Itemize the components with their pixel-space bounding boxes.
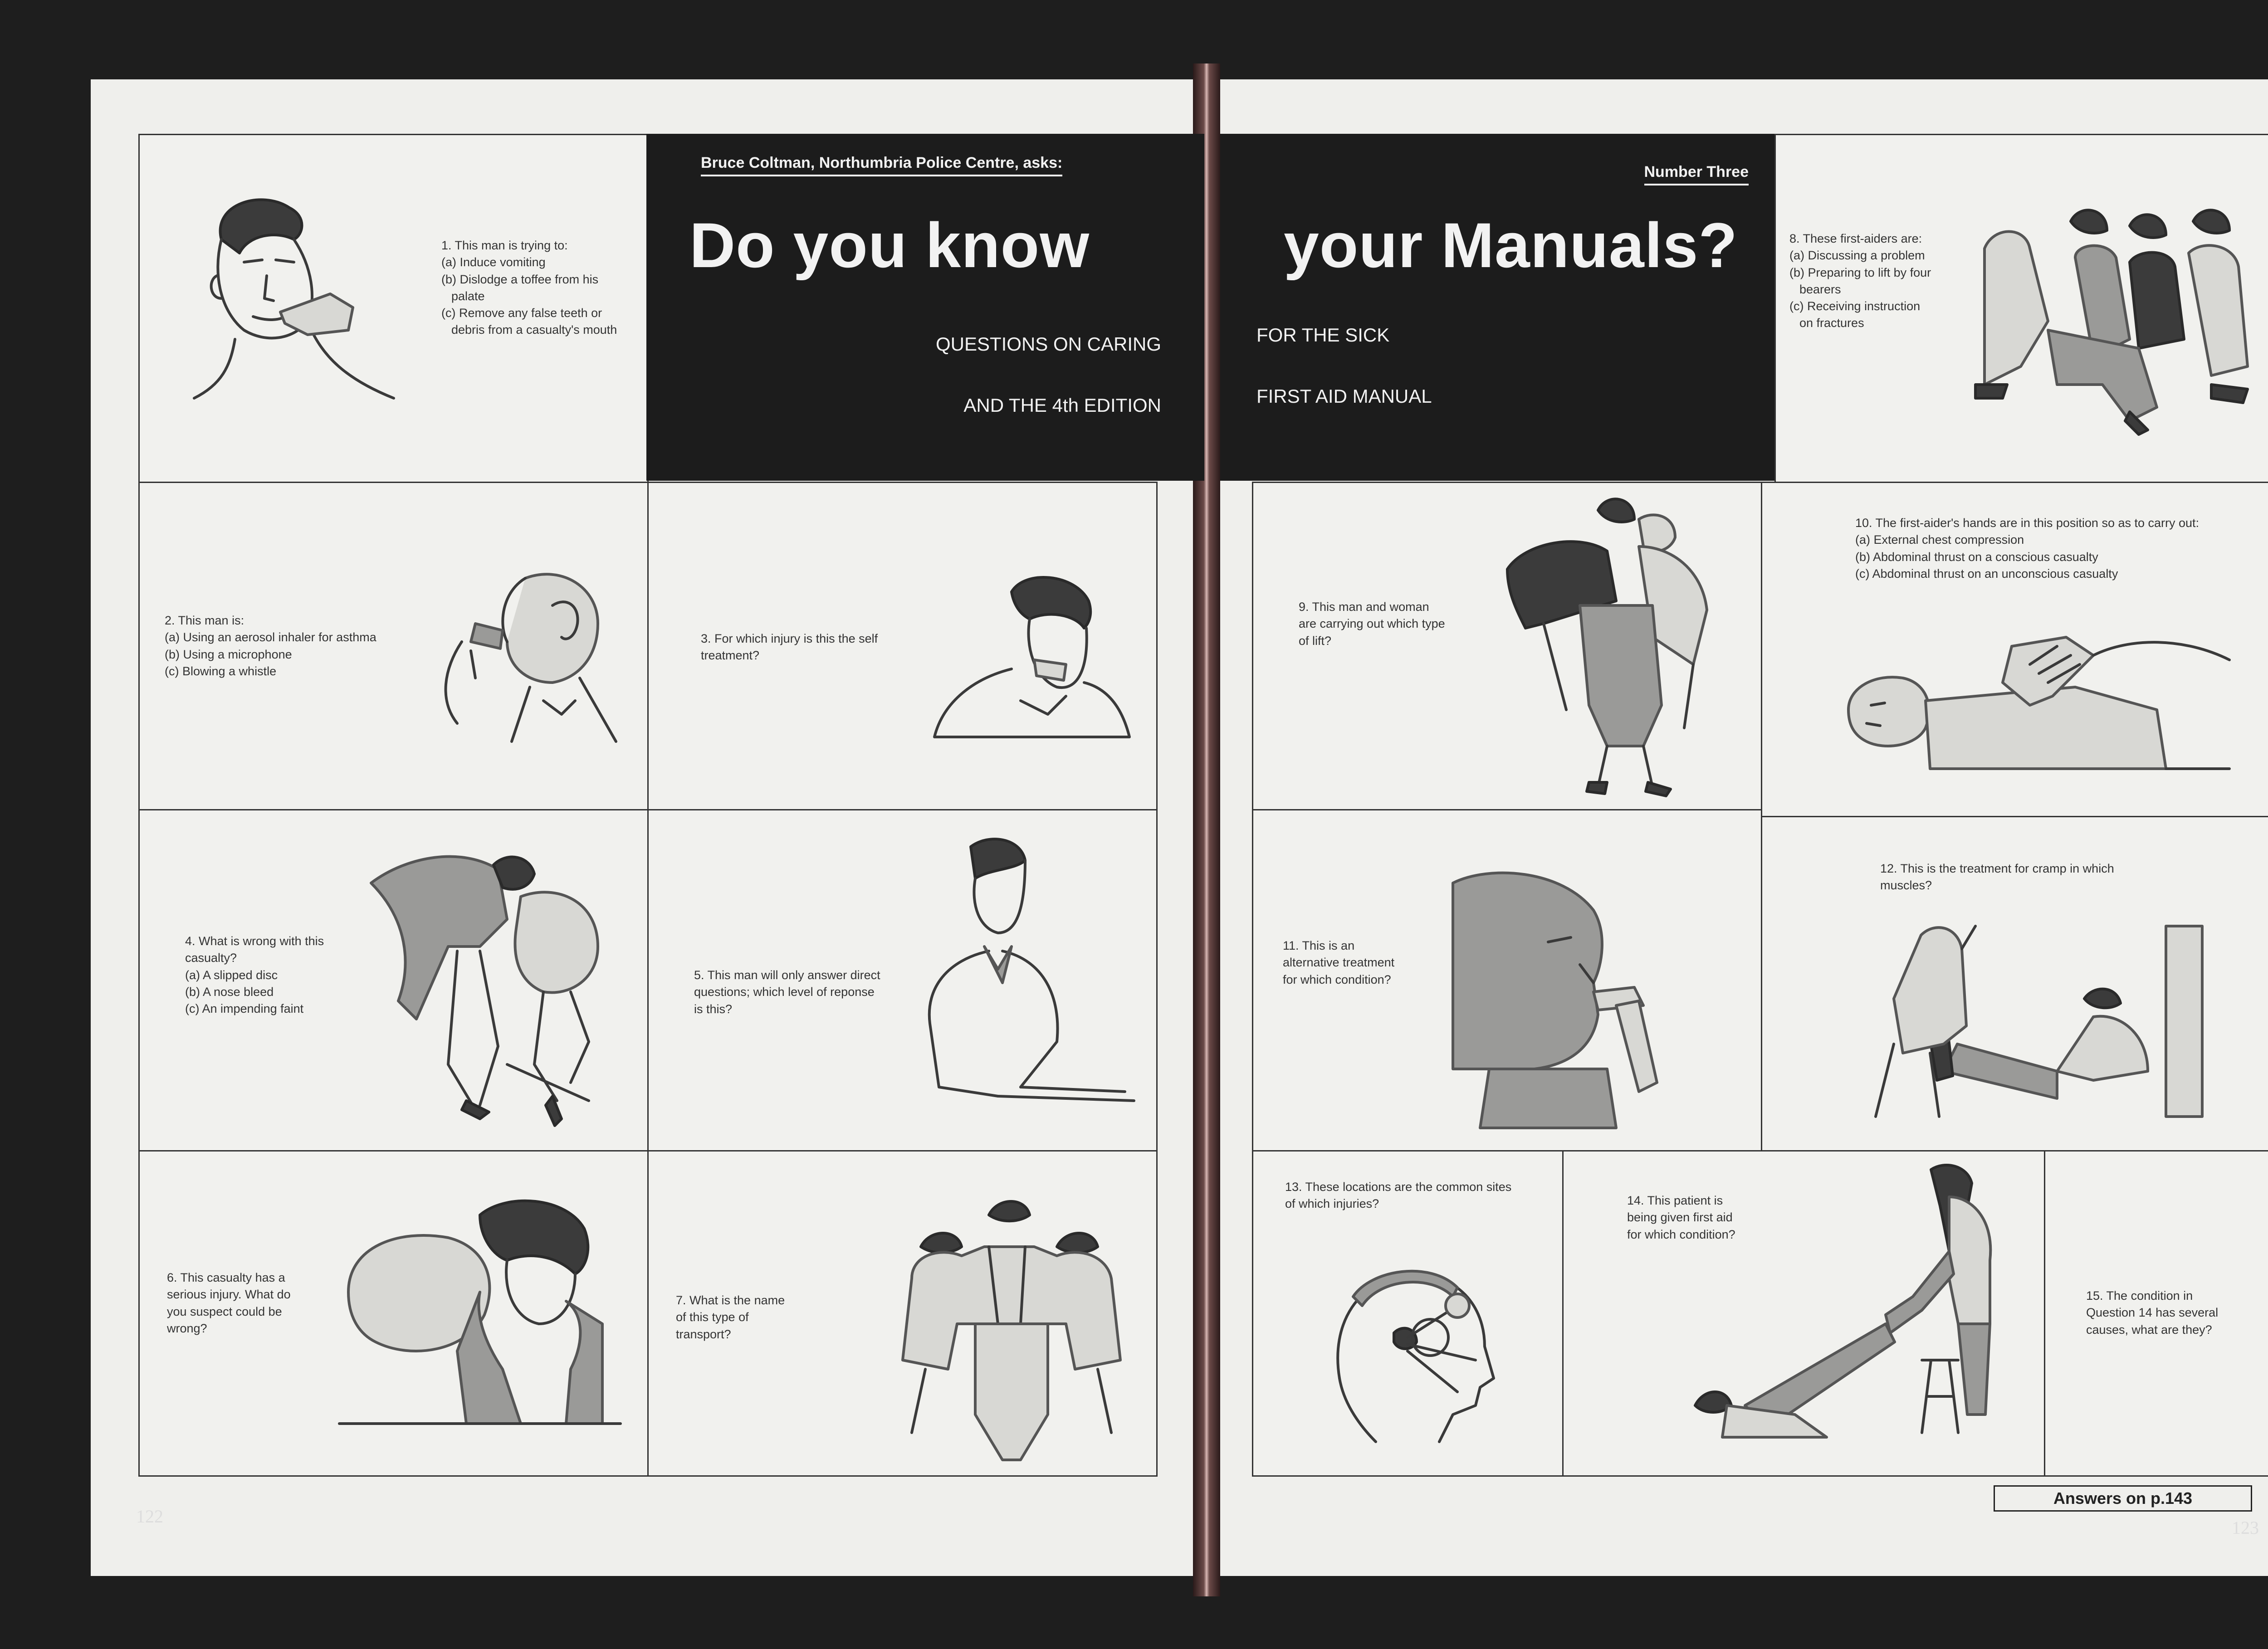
q6-text <box>167 1269 303 1337</box>
q5-stem: 5. This man will only answer direct questions; which level of reponse is this? <box>694 968 880 1016</box>
q8-panel <box>1774 134 2268 483</box>
q4-option-b: (b) A nose bleed <box>185 985 274 999</box>
q12-illustration <box>1839 908 2239 1144</box>
q7-stem: 7. What is the name of this type of transport? <box>676 1293 785 1341</box>
q14-stem: 14. This patient is being given first aid for which condition? <box>1627 1194 1735 1241</box>
q13-text <box>1285 1179 1521 1213</box>
q7-text <box>676 1292 794 1343</box>
q15-panel <box>2044 1150 2268 1477</box>
q13-illustration <box>1321 1242 1512 1451</box>
subtitle-right-2: FIRST AID MANUAL <box>1256 385 1432 407</box>
q9-stem: 9. This man and woman are carrying out which type of lift? <box>1299 600 1445 648</box>
q3-stem: 3. For which injury is this the self treatment? <box>701 632 878 663</box>
subtitle-right-1: FOR THE SICK <box>1256 324 1390 346</box>
q4-option-a: (a) A slipped disc <box>185 968 278 982</box>
page-number-left: 122 <box>136 1506 163 1527</box>
q10-option-c: (c) Abdominal thrust on an unconscious casualty <box>1855 566 2118 581</box>
q5-illustration <box>907 833 1143 1151</box>
q7-illustration <box>885 1179 1139 1469</box>
q10-panel <box>1761 482 2268 817</box>
q4-illustration <box>344 829 634 1146</box>
q10-stem: 10. The first-aider's hands are in this position so as to carry out: <box>1855 516 2200 530</box>
q11-stem: 11. This is an alternative treatment for which condition? <box>1283 939 1395 986</box>
q8-stem: 8. These first-aiders are: <box>1789 232 1922 245</box>
q1-option-b: (b) Dislodge a toffee from his palate <box>441 272 599 303</box>
q4-panel <box>138 809 649 1151</box>
q14-illustration <box>1677 1161 2035 1473</box>
q13-panel <box>1252 1150 1564 1477</box>
q10-illustration <box>1839 619 2239 800</box>
q4-option-c: (c) An impending faint <box>185 1002 304 1015</box>
q2-text <box>165 612 391 680</box>
q8-illustration <box>1957 194 2268 448</box>
q10-option-a: (a) External chest compression <box>1855 533 2024 547</box>
q2-panel <box>138 482 649 810</box>
title-banner-left <box>646 134 1204 481</box>
q7-panel <box>647 1150 1158 1477</box>
q11-text <box>1283 937 1410 988</box>
title-right: your Manuals? <box>1284 210 1738 281</box>
q9-illustration <box>1489 492 1743 805</box>
number-kicker: Number Three <box>1644 163 1749 185</box>
q1-option-a: (a) Induce vomiting <box>441 255 546 269</box>
q14-panel <box>1562 1150 2045 1477</box>
q3-text <box>701 630 891 664</box>
q8-text <box>1789 230 1935 332</box>
answers-box: Answers on p.143 <box>1994 1485 2252 1512</box>
q2-stem: 2. This man is: <box>165 614 244 627</box>
q1-illustration <box>158 185 412 412</box>
q3-panel <box>647 482 1158 810</box>
q2-illustration <box>407 551 625 778</box>
q8-option-a: (a) Discussing a problem <box>1789 249 1925 263</box>
q12-text <box>1880 860 2134 894</box>
q6-illustration <box>330 1188 630 1451</box>
q10-text <box>1855 515 2241 582</box>
q1-option-c: (c) Remove any false teeth or debris from a casualty's mouth <box>441 306 617 337</box>
q11-illustration <box>1444 856 1716 1137</box>
q9-text <box>1299 599 1448 649</box>
q4-stem: 4. What is wrong with this casualty? <box>185 934 324 965</box>
q9-panel <box>1252 482 1762 810</box>
q2-option-c: (c) Blowing a whistle <box>165 664 277 678</box>
q11-panel <box>1252 809 1762 1151</box>
q15-stem: 15. The condition in Question 14 has several causes, what are they? <box>2086 1289 2219 1337</box>
q5-panel <box>647 809 1158 1151</box>
q15-text <box>2086 1288 2227 1338</box>
q4-text <box>185 933 335 1017</box>
title-banner-right <box>1220 134 1776 481</box>
q2-option-a: (a) Using an aerosol inhaler for asthma <box>165 630 376 644</box>
subtitle-left-2: AND THE 4th EDITION <box>963 395 1161 416</box>
page-number-right: 123 <box>2232 1517 2259 1538</box>
author-kicker: Bruce Coltman, Northumbria Police Centre, asks: <box>701 154 1062 176</box>
q2-option-b: (b) Using a microphone <box>165 647 292 661</box>
q6-panel <box>138 1150 649 1477</box>
q12-stem: 12. This is the treatment for cramp in which muscles? <box>1880 862 2114 893</box>
q1-panel <box>138 134 649 483</box>
q12-panel <box>1761 816 2268 1151</box>
q13-stem: 13. These locations are the common sites of which injuries? <box>1285 1180 1512 1211</box>
title-left: Do you know <box>689 210 1090 281</box>
q1-text <box>441 237 632 339</box>
q10-option-b: (b) Abdominal thrust on a conscious casualty <box>1855 550 2098 564</box>
q8-option-c: (c) Receiving instruction on fractures <box>1789 299 1921 330</box>
q1-stem: 1. This man is trying to: <box>441 239 568 252</box>
q8-option-b: (b) Preparing to lift by four bearers <box>1789 265 1931 296</box>
subtitle-left-1: QUESTIONS ON CARING <box>935 333 1161 355</box>
q3-illustration <box>930 565 1139 764</box>
q6-stem: 6. This casualty has a serious injury. What do you suspect could be wrong? <box>167 1271 291 1335</box>
q5-text <box>694 967 885 1018</box>
